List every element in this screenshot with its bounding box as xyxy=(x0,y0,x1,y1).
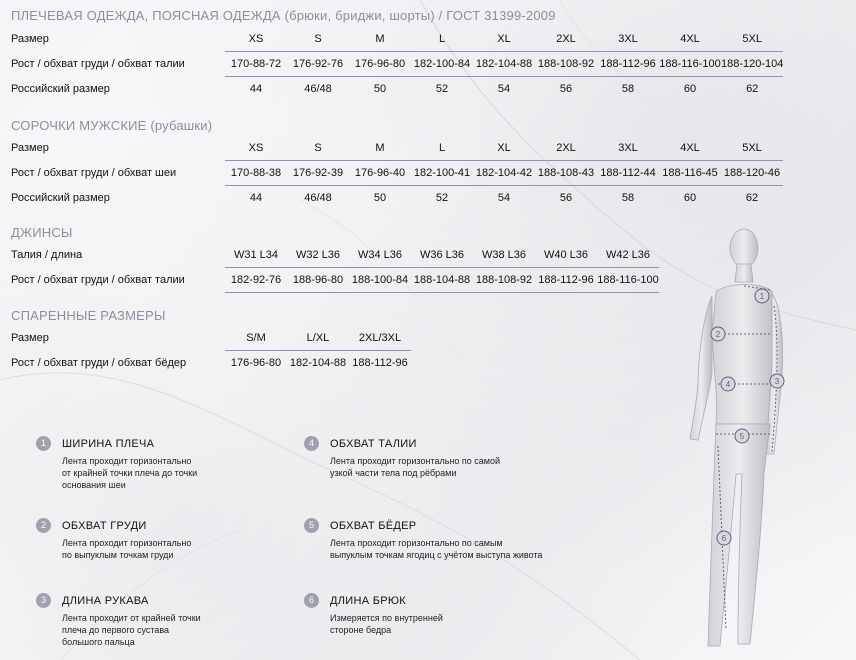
legend-line: по выпуклым точкам груди xyxy=(62,550,174,560)
table-cell: 182-100-41 xyxy=(411,161,473,186)
table-cell: M xyxy=(349,27,411,52)
legend-line: основания шеи xyxy=(62,480,126,490)
figure-marker-6 xyxy=(717,531,731,545)
table-cell: L xyxy=(411,27,473,52)
table-cell: XL xyxy=(473,27,535,52)
table-cell: L/XL xyxy=(287,326,349,351)
legend-line: узкой части тела под рёбрами xyxy=(330,468,457,478)
table-cell: 188-112-44 xyxy=(597,161,659,186)
table-row xyxy=(11,186,783,211)
table-cell: W32 L36 xyxy=(287,243,349,268)
table-cell: 188-108-43 xyxy=(535,161,597,186)
legend-description xyxy=(330,612,600,636)
size-table-paired xyxy=(11,326,411,375)
table-cell: 44 xyxy=(249,83,263,95)
table-cell: W40 L36 xyxy=(535,243,597,268)
row-label: Российский размер xyxy=(11,82,110,95)
table-cell: 188-104-88 xyxy=(411,268,473,293)
table-cell: 4XL xyxy=(659,136,721,161)
table-cell: XL xyxy=(473,136,535,161)
size-table-shoulder xyxy=(11,27,783,101)
table-cell: 188-96-80 xyxy=(287,268,349,293)
table-cell: 52 xyxy=(435,192,449,204)
legend-line: плеча до первого сустава xyxy=(62,625,170,635)
legend-number: 5 xyxy=(304,518,319,533)
legend-number: 4 xyxy=(304,436,319,451)
table-cell: 62 xyxy=(746,83,759,95)
table-cell: W42 L36 xyxy=(597,243,659,268)
legend-title: ДЛИНА РУКАВА xyxy=(62,595,149,607)
table-cell: S xyxy=(287,136,349,161)
table-cell: W31 L34 xyxy=(225,243,287,268)
table-cell: 170-88-72 xyxy=(225,52,287,77)
section-shirts xyxy=(11,118,783,210)
table-cell: 60 xyxy=(683,192,697,204)
section-title: СОРОЧКИ МУЖСКИЕ (рубашки) xyxy=(11,118,213,133)
table-cell: W34 L36 xyxy=(349,243,411,268)
table-cell: W38 L36 xyxy=(473,243,535,268)
legend-description xyxy=(62,455,332,491)
table-row xyxy=(11,27,783,52)
figure-marker-label: 6 xyxy=(721,534,727,543)
figure-marker-1 xyxy=(755,289,769,303)
table-cell: 46/48 xyxy=(304,192,332,204)
table-row xyxy=(11,243,659,268)
table-cell: 62 xyxy=(745,192,759,204)
table-cell: XS xyxy=(225,136,287,161)
section-title: ПЛЕЧЕВАЯ ОДЕЖДА, ПОЯСНАЯ ОДЕЖДА (брюки, бриджи, шорты) / ГОСТ 31399-2009 xyxy=(11,8,556,23)
legend-description xyxy=(62,612,332,648)
figure-marker-label: 5 xyxy=(739,432,745,441)
legend-line: стороне бедра xyxy=(330,625,392,635)
table-cell: 2XL xyxy=(535,136,597,161)
legend-line: Лента проходит горизонтально xyxy=(62,456,192,466)
row-label: Рост / обхват груди / обхват талии xyxy=(11,274,185,286)
table-row xyxy=(11,52,783,77)
table-cell: 4XL xyxy=(659,27,721,52)
figure-marker-3 xyxy=(770,374,784,388)
table-cell: 188-120-46 xyxy=(721,161,783,186)
section-title: СПАРЕННЫЕ РАЗМЕРЫ xyxy=(11,308,166,323)
legend-title: ШИРИНА ПЛЕЧА xyxy=(62,438,155,450)
table-cell: 176-96-80 xyxy=(230,357,282,369)
legend-line: Лента проходит горизонтально по самой xyxy=(330,456,500,466)
section-title: ДЖИНСЫ xyxy=(11,225,73,240)
table-cell: 188-108-92 xyxy=(473,268,535,293)
table-cell: 52 xyxy=(435,83,449,95)
legend-number: 3 xyxy=(36,593,51,608)
row-label: Рост / обхват груди / обхват шеи xyxy=(11,167,177,179)
legend-line: Измеряется по внутренней xyxy=(330,613,443,623)
row-label: Размер xyxy=(11,332,49,345)
row-label: Размер xyxy=(11,142,49,155)
table-cell: 46/48 xyxy=(304,83,332,95)
table-cell: 188-100-84 xyxy=(349,268,411,293)
table-cell: 44 xyxy=(249,192,263,204)
figure-marker-5 xyxy=(735,429,749,443)
table-row xyxy=(11,161,783,186)
legend-title: ОБХВАТ БЁДЕР xyxy=(330,520,417,532)
figure-marker-label: 1 xyxy=(759,292,765,301)
legend-number: 6 xyxy=(304,593,319,608)
table-cell: 188-116-100 xyxy=(659,52,721,77)
row-label: Талия / длина xyxy=(11,249,83,262)
table-cell: L xyxy=(411,136,473,161)
figure-marker-label: 2 xyxy=(715,330,721,339)
size-table-jeans xyxy=(11,243,659,293)
legend-description xyxy=(330,455,600,479)
row-label: Размер xyxy=(11,33,49,46)
table-row xyxy=(11,351,411,376)
table-cell: 182-104-88 xyxy=(289,357,347,369)
table-cell: 176-92-39 xyxy=(287,161,349,186)
table-cell: 58 xyxy=(621,83,635,95)
table-cell: 3XL xyxy=(597,136,659,161)
legend-description xyxy=(62,537,332,561)
table-row xyxy=(11,268,659,293)
table-cell: 176-92-76 xyxy=(287,52,349,77)
table-cell: M xyxy=(349,136,411,161)
row-label: Российский размер xyxy=(11,191,110,204)
table-row xyxy=(11,136,783,161)
table-cell: 188-116-45 xyxy=(659,161,721,186)
table-cell: 182-104-88 xyxy=(473,52,535,77)
table-cell: 182-92-76 xyxy=(225,268,287,293)
figure-marker-label: 4 xyxy=(725,380,731,389)
table-cell: 182-104-42 xyxy=(473,161,535,186)
figure-marker-label: 3 xyxy=(774,377,780,386)
table-cell: 188-108-92 xyxy=(535,52,597,77)
legend-title: ОБХВАТ ГРУДИ xyxy=(62,520,147,532)
legend-line: от крайней точки плеча до точки xyxy=(62,468,198,478)
table-cell: 176-96-80 xyxy=(349,52,411,77)
table-cell: W36 L36 xyxy=(411,243,473,268)
row-label: Рост / обхват груди / обхват талии xyxy=(11,58,185,70)
row-label: Рост / обхват груди / обхват бёдер xyxy=(11,356,187,369)
legend-line: большого пальца xyxy=(62,637,135,647)
legend-line: Лента проходит горизонтально xyxy=(62,538,192,548)
table-row xyxy=(11,77,783,102)
section-shoulder-waist xyxy=(11,8,783,101)
table-cell: 56 xyxy=(559,83,573,95)
size-table-shirts xyxy=(11,136,783,210)
table-cell: 3XL xyxy=(597,27,659,52)
figure-marker-4 xyxy=(721,377,735,391)
table-cell: 188-112-96 xyxy=(535,268,597,293)
mannequin-figure xyxy=(676,224,856,660)
table-cell: 5XL xyxy=(721,27,783,52)
table-cell: 188-112-96 xyxy=(352,357,408,369)
table-cell: 2XL xyxy=(535,27,597,52)
table-cell: S/M xyxy=(225,326,287,351)
table-cell: 188-112-96 xyxy=(597,52,659,77)
section-paired xyxy=(11,308,411,375)
table-cell: 5XL xyxy=(721,136,783,161)
table-cell: 58 xyxy=(621,192,635,204)
legend-line: выпуклым точкам ягодиц с учётом выступа живота xyxy=(330,550,543,560)
table-cell: 182-100-84 xyxy=(411,52,473,77)
table-cell: 188-120-104 xyxy=(721,52,783,77)
legend-line: Лента проходит от крайней точки xyxy=(62,613,201,623)
legend-line: Лента проходит горизонтально по самым xyxy=(330,538,503,548)
table-cell: 50 xyxy=(373,83,387,95)
table-cell: 56 xyxy=(559,192,573,204)
legend-number: 2 xyxy=(36,518,51,533)
table-cell: 54 xyxy=(497,192,511,204)
table-cell: S xyxy=(287,27,349,52)
legend-title: ДЛИНА БРЮК xyxy=(330,595,406,607)
figure-marker-2 xyxy=(711,327,725,341)
legend-title: ОБХВАТ ТАЛИИ xyxy=(330,438,417,450)
table-cell: 188-116-100 xyxy=(597,268,659,293)
table-cell: 60 xyxy=(683,83,697,95)
table-cell: 54 xyxy=(497,83,511,95)
table-cell: 170-88-38 xyxy=(225,161,287,186)
legend-description xyxy=(330,537,600,561)
table-cell: 50 xyxy=(373,192,387,204)
table-cell: 2XL/3XL xyxy=(349,326,411,351)
section-jeans xyxy=(11,225,659,293)
table-cell: XS xyxy=(225,27,287,52)
legend-number: 1 xyxy=(36,436,51,451)
table-cell: 176-96-40 xyxy=(349,161,411,186)
table-row xyxy=(11,326,411,351)
